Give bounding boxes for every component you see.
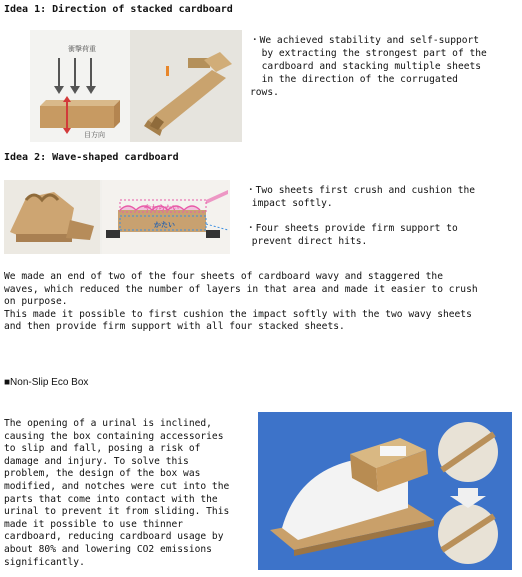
idea2-bullet-2: ・Four sheets provide firm support to prevent direct hits.	[246, 223, 458, 247]
cardboard-stand-photo	[130, 30, 242, 142]
wave-cardboard-diagram	[102, 180, 230, 254]
label-hard: かたい	[154, 222, 175, 229]
diagram-label-top: 衝撃荷重	[68, 46, 96, 53]
wave-description-paragraph: We made an end of two of the four sheets of cardboard wavy and staggered the waves, which reduced the number of layers in that area and made it easier to crush on purpose. This made it possible to first cushion the impact softly with the two wavy sheets and then provide firm support with all four stacked sheets.	[4, 271, 478, 333]
idea2-bullet-1: ・Two sheets first crush and cushion the impact softly.	[246, 185, 476, 209]
wave-cardboard-photo	[4, 180, 100, 254]
idea1-heading: Idea 1: Direction of stacked cardboard	[4, 4, 233, 15]
urinal-box-illustration	[258, 412, 512, 570]
diagram-label-bottom: 目方向	[84, 132, 105, 139]
eco-box-photo	[258, 412, 512, 570]
idea2-figure	[4, 180, 230, 254]
idea2-heading: Idea 2: Wave-shaped cardboard	[4, 152, 179, 163]
idea1-bullet: ・We achieved stability and self-support by extracting the strongest part of the cardboard and stacking multiple sheets in the direction of the corrugated rows.	[250, 35, 487, 98]
eco-box-title: ■Non-Slip Eco Box	[4, 377, 89, 388]
label-soft: やわらかい	[144, 205, 179, 212]
idea1-figure	[30, 30, 242, 142]
eco-box-body: The opening of a urinal is inclined, causing the box containing accessories to slip and fall, posing a risk of damage and injury. To solve this problem, the design of the box was modified, and notches were cut into the parts that come into contact with the urinal to prevent it from sliding. This made it possible to use thinner cardboard, reducing cardboard usage by about 80% and lowering CO2 emissions significantly.	[4, 418, 230, 568]
